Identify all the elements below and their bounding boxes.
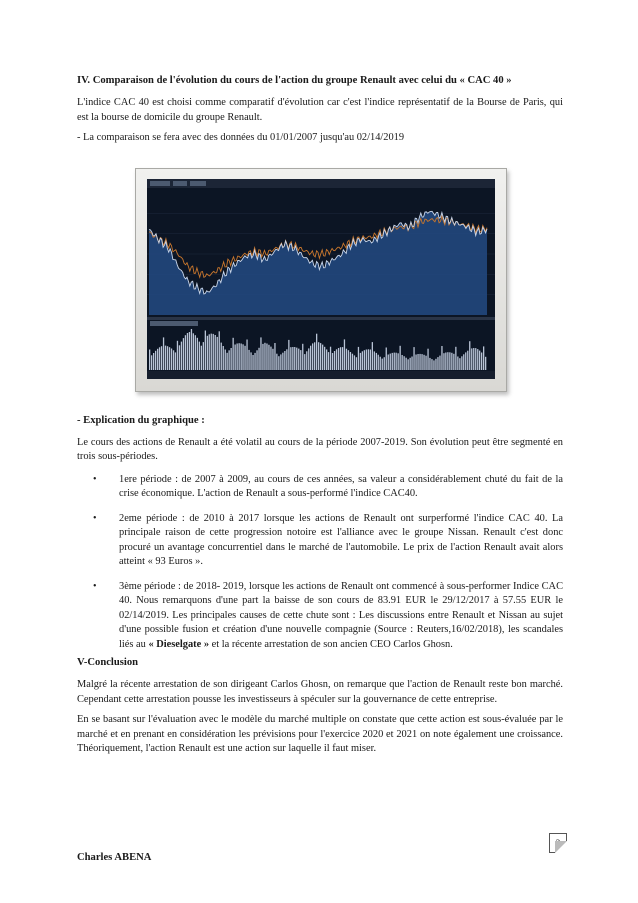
volume-bar [187, 333, 188, 370]
volume-bar [193, 333, 194, 370]
volume-bar [457, 356, 458, 370]
volume-bar [449, 352, 450, 370]
volume-bar [326, 349, 327, 370]
volume-bar [348, 350, 349, 370]
volume-bar [336, 349, 337, 370]
chart-figure [135, 168, 507, 392]
volume-bar [286, 349, 287, 370]
volume-bar [463, 354, 464, 370]
volume-bar [233, 337, 234, 369]
volume-bar [244, 345, 245, 369]
volume-bar [215, 335, 216, 370]
volume-bar [213, 333, 214, 369]
volume-bar [429, 357, 430, 369]
volume-bar [370, 349, 371, 370]
volume-bar [195, 335, 196, 370]
volume-bar [276, 353, 277, 369]
period-item-2 [77, 512, 563, 570]
volume-bar [155, 350, 156, 369]
volume-panel-label [150, 321, 198, 326]
volume-bar [235, 344, 236, 370]
volume-bar [159, 347, 160, 370]
volume-bar [435, 358, 436, 369]
volume-bar [163, 337, 164, 370]
volume-bar [372, 342, 373, 370]
volume-bar [239, 343, 240, 370]
volume-bar [205, 330, 206, 370]
volume-bar [384, 357, 385, 370]
volume-bar [231, 348, 232, 370]
volume-bar [179, 345, 180, 370]
volume-bar [400, 345, 401, 369]
volume-bar [302, 343, 303, 369]
volume-bar [419, 353, 420, 369]
bullet-icon: • [93, 512, 97, 524]
volume-bar [272, 348, 273, 369]
volume-bar [354, 355, 355, 370]
volume-bar [352, 353, 353, 369]
volume-bar [217, 336, 218, 369]
stock-chart [147, 179, 495, 379]
period-list [77, 473, 563, 653]
volume-bar [183, 338, 184, 370]
volume-bar [334, 351, 335, 370]
volume-bar [461, 356, 462, 370]
volume-bar [358, 346, 359, 369]
chart-top-tab-2 [173, 181, 187, 186]
volume-bar [282, 352, 283, 369]
section-iv-paragraph-1: L'indice CAC 40 est choisi comme comparatif d'évolution car c'est l'indice représentatif de la Bourse de Paris, qui est la bourse de domicile du groupe Renault. [77, 97, 563, 123]
volume-bar [431, 359, 432, 370]
page-number: 3 [555, 838, 561, 848]
volume-bar [266, 343, 267, 370]
volume-bar [304, 354, 305, 370]
volume-bar [380, 356, 381, 369]
volume-bar [425, 355, 426, 369]
volume-bar [284, 351, 285, 370]
volume-bar [360, 352, 361, 369]
bullet-icon: • [93, 580, 97, 592]
volume-bar [485, 356, 486, 369]
volume-bar [394, 352, 395, 369]
volume-bar [207, 335, 208, 369]
volume-bar [344, 339, 345, 370]
volume-bar [362, 351, 363, 370]
volume-bar [173, 350, 174, 370]
volume-bar [256, 350, 257, 370]
volume-bar [459, 358, 460, 370]
volume-bar [475, 348, 476, 370]
volume-bar [165, 345, 166, 369]
volume-bar [392, 352, 393, 369]
period-item-3 [77, 580, 563, 653]
section-iv-title: IV. Comparaison de l'évolution du cours de l'action du groupe Renault avec celui du « CAC 40 » [77, 75, 512, 86]
volume-bar [340, 347, 341, 370]
volume-bar [467, 350, 468, 369]
volume-bar [157, 348, 158, 369]
volume-bar [197, 337, 198, 369]
period-item-1 [77, 473, 563, 502]
volume-bar [366, 349, 367, 370]
volume-bar [455, 346, 456, 369]
volume-bar [328, 352, 329, 370]
volume-bar [252, 355, 253, 370]
section-iv-paragraph-2: - La comparaison se fera avec des données du 01/01/2007 jusqu'au 02/14/2019 [77, 132, 405, 143]
volume-bar [246, 339, 247, 370]
volume-bar [300, 350, 301, 370]
volume-bar [225, 349, 226, 370]
volume-bar [445, 352, 446, 370]
volume-bar [189, 332, 190, 370]
period-item-3-end: et la récente arrestation de son ancien CEO Carlos Ghosn. [209, 638, 453, 650]
volume-bar [314, 342, 315, 370]
volume-bar [410, 357, 411, 369]
volume-bar [346, 348, 347, 369]
volume-bar [241, 343, 242, 370]
volume-bar [423, 354, 424, 369]
volume-bar [447, 352, 448, 370]
volume-bar [415, 354, 416, 370]
volume-bar [175, 352, 176, 370]
volume-bar [443, 353, 444, 370]
volume-bar [465, 352, 466, 370]
volume-bar [264, 342, 265, 369]
volume-bar [332, 353, 333, 370]
volume-bar [364, 350, 365, 370]
volume-bar [471, 348, 472, 370]
period-item-3-text: 3ème période : de 2018- 2019, lorsque les actions de Renault ont commencé à sous-performer Indice CAC 40. Nous remarquons d'une part la baisse de son cours de 83.91 EUR le 29/12/2017 à 57.55 EUR le 02/14/2019. Les principales causes de cette chute sont : Les discussions entre Renault et Nissan au sujet d'une possible fusion et création d'une nouvelle compagnie (Source : Reuters,16/02/2018), les scandales liés au [119, 580, 563, 650]
volume-bar [483, 346, 484, 370]
volume-bar [237, 343, 238, 370]
volume-bar [368, 349, 369, 370]
volume-bar [406, 357, 407, 369]
volume-bar [270, 346, 271, 369]
volume-bar [248, 349, 249, 369]
page-content [77, 74, 563, 763]
volume-bar [167, 346, 168, 370]
volume-bar [185, 335, 186, 370]
footer-author: Charles ABENA [77, 852, 152, 863]
volume-bar [211, 333, 212, 369]
volume-bar [278, 356, 279, 370]
volume-bar [181, 341, 182, 369]
volume-bar [191, 329, 192, 370]
volume-bar [201, 345, 202, 369]
explanation-title: - Explication du graphique : [77, 414, 205, 426]
volume-bar [322, 344, 323, 369]
conclusion-paragraph-1: Malgré la récente arrestation de son dirigeant Carlos Ghosn, on remarque que l'action de Renault reste bon marché. Cependant cette arrestation pousse les investisseurs à spéculer sur la gouvernance de cette entreprise. [77, 679, 563, 705]
volume-bar [356, 357, 357, 370]
volume-bar [298, 348, 299, 369]
volume-bar [469, 341, 470, 370]
volume-bar [209, 334, 210, 370]
volume-bar [413, 347, 414, 370]
explanation-intro: Le cours des actions de Renault a été volatil au cours de la période 2007-2019. Son évolution peut être segmenté en trois sous-périodes. [77, 436, 563, 462]
volume-bar [258, 347, 259, 369]
bullet-icon: • [93, 473, 97, 485]
volume-bar [398, 353, 399, 370]
volume-bar [151, 355, 152, 370]
volume-bar [288, 339, 289, 369]
volume-bar [421, 354, 422, 370]
volume-bar [350, 352, 351, 370]
volume-bar [153, 353, 154, 370]
volume-bar [312, 343, 313, 370]
volume-bar [227, 352, 228, 369]
conclusion-title: V-Conclusion [77, 657, 139, 668]
volume-bar [171, 348, 172, 370]
volume-bar [408, 359, 409, 370]
volume-bar [221, 342, 222, 369]
page-number-badge [549, 833, 567, 853]
volume-bar [292, 347, 293, 370]
volume-bar [242, 344, 243, 370]
chart-top-tab-3 [190, 181, 206, 186]
volume-bar [441, 346, 442, 370]
conclusion-paragraph-2: En se basant sur l'évaluation avec le modèle du marché multiple on constate que cette action est sous-évaluée par le marché et en prenant en considération les prévisions pour l'exercice 2020 et 2021 on note également une croissance. Théoriquement, l'action Renault est une action sur laquelle il faut miser. [77, 714, 563, 754]
volume-bar [386, 347, 387, 370]
volume-bar [404, 356, 405, 370]
volume-bar [473, 348, 474, 370]
volume-bar [169, 347, 170, 370]
volume-bar [396, 352, 397, 369]
volume-bar [262, 343, 263, 369]
volume-bar [274, 343, 275, 370]
volume-bar [437, 357, 438, 370]
volume-bar [250, 352, 251, 370]
volume-bar [280, 354, 281, 370]
volume-bar [453, 353, 454, 369]
volume-bar [411, 356, 412, 370]
volume-bar [306, 351, 307, 370]
volume-bar [330, 346, 331, 369]
volume-bar [308, 348, 309, 370]
volume-bar [296, 347, 297, 369]
volume-bar [451, 352, 452, 369]
volume-bar [203, 342, 204, 370]
volume-bar [268, 344, 269, 369]
volume-bar [376, 352, 377, 369]
volume-bar [439, 355, 440, 369]
volume-bar [161, 346, 162, 370]
volume-bar [310, 345, 311, 369]
volume-bar [260, 337, 261, 370]
dieselgate-emphasis: « Dieselgate » [148, 638, 210, 650]
volume-bar [388, 354, 389, 370]
volume-bar [402, 355, 403, 370]
volume-bar [223, 346, 224, 370]
volume-bar [433, 360, 434, 370]
volume-bar [378, 354, 379, 369]
volume-bar [481, 352, 482, 370]
volume-bar [382, 358, 383, 369]
volume-bar [199, 341, 200, 369]
volume-bar [477, 349, 478, 370]
volume-bar [316, 333, 317, 369]
volume-bar [479, 350, 480, 369]
chart-bottom-axis [147, 371, 495, 379]
period-item-1-text: 1ere période : de 2007 à 2009, au cours de ces années, sa valeur a considérablement chuté du fait de la crise économique. L'action de Renault a sous-performé l'indice CAC40. [119, 473, 563, 499]
volume-bar [219, 331, 220, 370]
volume-bar [149, 349, 150, 370]
volume-bar [390, 353, 391, 369]
volume-bar [427, 348, 428, 369]
chart-separator [147, 317, 495, 320]
volume-bar [177, 340, 178, 369]
volume-bar [338, 348, 339, 370]
volume-bar [229, 350, 230, 370]
volume-bar [324, 346, 325, 369]
chart-top-tab-1 [150, 181, 170, 186]
volume-bar [290, 347, 291, 370]
volume-bar [342, 347, 343, 370]
volume-bar [417, 354, 418, 370]
volume-bar [254, 352, 255, 369]
volume-bar [318, 342, 319, 370]
period-item-2-text: 2eme période : de 2010 à 2017 lorsque les actions de Renault ont surperformé l'indice CAC 40. La principale raison de cette progression notoire est l'alliance avec le groupe Nissan. Renault c'est donc procuré un avantage concurrentiel dans le marché de l'automobile. Le prix de l'action Renault avait alors atteint « 93 Euros ». [119, 512, 563, 567]
volume-bar [294, 347, 295, 370]
volume-bar [320, 343, 321, 370]
volume-bar [374, 351, 375, 370]
